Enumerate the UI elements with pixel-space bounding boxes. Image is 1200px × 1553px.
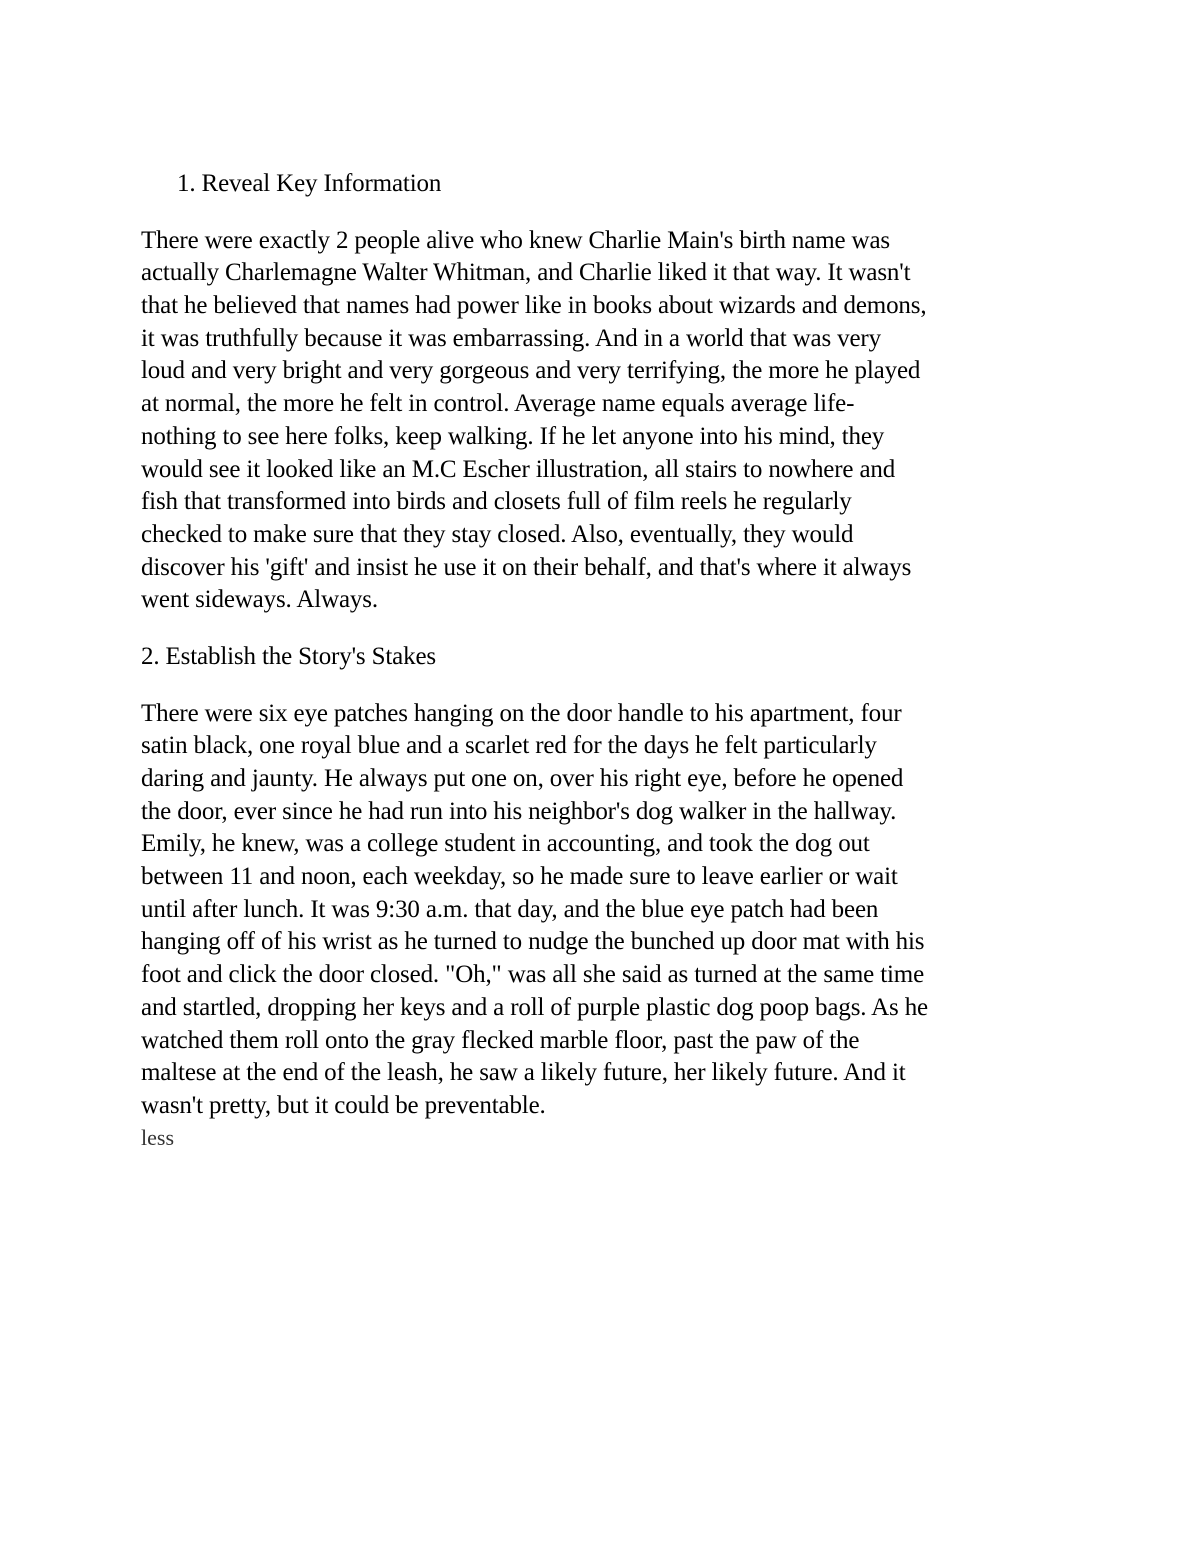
paragraph-line: daring and jaunty. He always put one on, over his right eye, before he opened [141,765,904,792]
paragraph-line: watched them roll onto the gray flecked marble floor, past the paw of the [141,1026,860,1054]
paragraph-line: between 11 and noon, each weekday, so he made sure to leave earlier or wait [141,863,898,891]
paragraph-line: that he believed that names had power like in books about wizards and demons, [141,292,927,320]
paragraph-line: fish that transformed into birds and closets full of film reels he regularly [141,488,852,516]
section-heading-reveal-key-information: 1. Reveal Key Information [177,170,442,197]
paragraph-line: satin black, one royal blue and a scarlet red for the days he felt particularly [141,732,877,760]
paragraph-line: and startled, dropping her keys and a roll of purple plastic dog poop bags. As he [141,993,928,1021]
document-body [141,168,1081,1151]
paragraph-line: would see it looked like an M.C Escher illustration, all stairs to nowhere and [141,455,896,483]
section-1-paragraph [141,225,1081,617]
section-2-paragraph [141,698,1081,1123]
paragraph-line: actually Charlemagne Walter Whitman, and Charlie liked it that way. It wasn't [141,259,911,287]
paragraph-line: at normal, the more he felt in control. Average name equals average life- [141,390,855,418]
paragraph-line: until after lunch. It was 9:30 a.m. that day, and the blue eye patch had been [141,895,879,923]
paragraph-line: nothing to see here folks, keep walking. If he let anyone into his mind, they [141,422,885,450]
paragraph-line: wasn't pretty, but it could be preventable. [141,1091,546,1119]
paragraph-line: went sideways. Always. [141,586,378,614]
paragraph-line: discover his 'gift' and insist he use it on their behalf, and that's where it always [141,553,912,581]
paragraph-line: the door, ever since he had run into his neighbor's dog walker in the hallway. [141,797,897,825]
paragraph-line: it was truthfully because it was embarrassing. And in a world that was very [141,324,881,352]
paragraph-line: Emily, he knew, was a college student in accounting, and took the dog out [141,830,870,858]
less-toggle-link[interactable]: less [141,1124,174,1150]
paragraph-line: foot and click the door closed. "Oh," was all she said as turned at the same time [141,961,925,989]
paragraph-line: There were six eye patches hanging on the door handle to his apartment, four [141,699,902,727]
section-heading-establish-stakes: 2. Establish the Story's Stakes [141,642,436,670]
paragraph-line: hanging off of his wrist as he turned to nudge the bunched up door mat with his [141,928,925,956]
paragraph-line: maltese at the end of the leash, he saw a likely future, her likely future. And it [141,1059,906,1087]
paragraph-line: There were exactly 2 people alive who knew Charlie Main's birth name was [141,226,890,254]
paragraph-line: checked to make sure that they stay closed. Also, eventually, they would [141,520,854,548]
paragraph-line: loud and very bright and very gorgeous and very terrifying, the more he played [141,357,921,385]
